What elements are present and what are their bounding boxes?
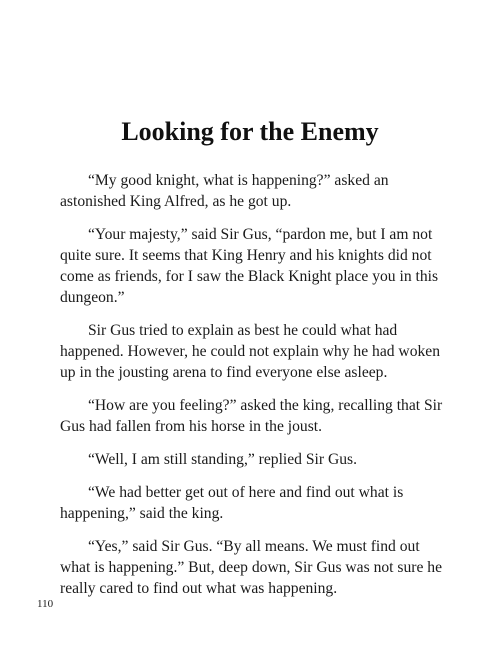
paragraph-6: “We had better get out of here and find out what is happening,” said the king. <box>60 484 404 522</box>
paragraph-3: Sir Gus tried to explain as best he could what had happened. However, he could not explain why he had woken up in the jousting arena to find everyone else asleep. <box>60 322 441 381</box>
chapter-body <box>60 170 448 611</box>
paragraph-2: “Your majesty,” said Sir Gus, “pardon me, but I am not quite sure. It seems that King Henry and his knights did not come as friends, for I saw the Black Knight place you in this dungeon.” <box>60 226 439 306</box>
chapter-title: Looking for the Enemy <box>121 117 379 146</box>
paragraph-4: “How are you feeling?” asked the king, recalling that Sir Gus had fallen from his horse in the joust. <box>60 397 443 435</box>
page-number: 110 <box>37 598 54 610</box>
paragraph-7: “Yes,” said Sir Gus. “By all means. We must find out what is happening.” But, deep down, Sir Gus was not sure he really cared to find out what was happening. <box>60 538 442 597</box>
paragraph-1: “My good knight, what is happening?” asked an astonished King Alfred, as he got up. <box>60 172 389 210</box>
paragraph-5: “Well, I am still standing,” replied Sir Gus. <box>88 451 357 468</box>
